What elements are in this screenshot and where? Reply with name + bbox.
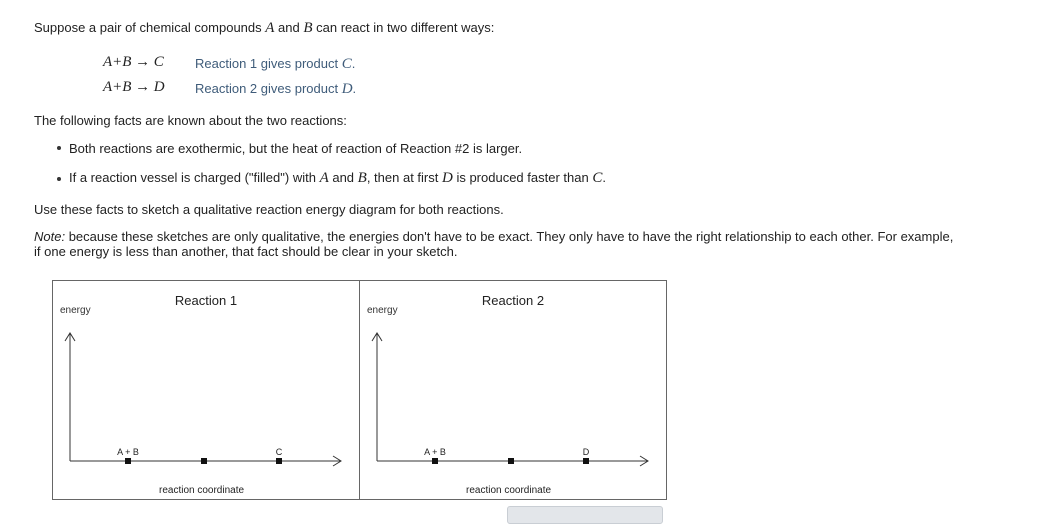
fact-2-compound-b: B <box>357 170 367 186</box>
energy-axis-label: energy <box>367 305 398 316</box>
bullet-2 <box>57 177 61 181</box>
reaction-1-product: C <box>153 54 164 70</box>
reaction-1-reactants: A+B <box>103 54 132 70</box>
note-label: Note: <box>34 229 66 244</box>
energy-axis <box>65 333 75 461</box>
reaction-1-diagram-svg[interactable] <box>53 281 359 499</box>
fact-2-part-a: If a reaction vessel is charged ("filled") with <box>69 170 320 185</box>
intro-text <box>34 20 494 37</box>
reaction-2-desc-product: D <box>341 81 353 97</box>
reaction-2-description <box>195 81 356 98</box>
start-label: A + B <box>117 447 139 457</box>
reaction-2-reactants: A+B <box>103 79 132 95</box>
start-marker[interactable] <box>432 458 438 464</box>
intro-post: can react in two different ways: <box>312 20 495 35</box>
reaction-2-desc-text: Reaction 2 gives product <box>195 81 342 96</box>
end-label: C <box>275 447 283 457</box>
reaction-2-arrow: → <box>135 79 151 95</box>
reaction-1-equation <box>103 54 164 71</box>
reaction-1-desc-text: Reaction 1 gives product <box>195 56 342 71</box>
reaction-2-panel-title: Reaction 2 <box>481 293 545 308</box>
reaction-2-diagram-svg[interactable] <box>360 281 666 499</box>
note-line-1: because these sketches are only qualitative, the energies don't have to be exact. They only have to have the right relationship to each other. For example, <box>65 229 954 244</box>
fact-2-product-d: D <box>441 170 453 186</box>
transition-marker[interactable] <box>201 458 207 464</box>
reaction-1-description <box>195 56 355 73</box>
end-marker[interactable] <box>276 458 282 464</box>
fact-2-period: . <box>602 170 606 185</box>
note-text <box>34 229 953 244</box>
reaction-1-desc-period: . <box>351 56 356 71</box>
reaction-2-desc-period: . <box>352 81 357 96</box>
fact-2-part-c: , then at first <box>366 170 442 185</box>
fact-2-part-b: and <box>328 170 358 185</box>
reaction-2-product: D <box>153 79 165 95</box>
facts-intro: The following facts are known about the two reactions: <box>34 113 347 128</box>
reaction-1-panel[interactable] <box>53 281 359 499</box>
instruction-text: Use these facts to sketch a qualitative reaction energy diagram for both reactions. <box>34 202 504 217</box>
reaction-1-panel-title: Reaction 1 <box>174 293 238 308</box>
energy-diagram-panels <box>52 280 667 500</box>
fact-2-product-c: C <box>592 170 603 186</box>
reaction-coordinate-label: reaction coordinate <box>159 485 245 496</box>
fact-2-part-d: is produced faster than <box>452 170 593 185</box>
check-button[interactable] <box>507 506 663 524</box>
energy-axis <box>372 333 382 461</box>
compound-a: A <box>265 20 275 36</box>
energy-axis-label: energy <box>60 305 91 316</box>
reaction-1-arrow: → <box>135 54 151 70</box>
intro-mid: and <box>274 20 304 35</box>
reaction-2-equation <box>103 79 165 96</box>
compound-b: B <box>303 20 313 36</box>
note-text-line-2: if one energy is less than another, that fact should be clear in your sketch. <box>34 244 458 259</box>
end-marker[interactable] <box>583 458 589 464</box>
fact-2 <box>69 170 606 187</box>
reaction-coordinate-label: reaction coordinate <box>466 485 552 496</box>
fact-1: Both reactions are exothermic, but the heat of reaction of Reaction #2 is larger. <box>69 141 523 156</box>
reaction-1-desc-product: C <box>341 56 352 72</box>
fact-2-compound-a: A <box>319 170 329 186</box>
bullet-1 <box>57 146 61 150</box>
start-marker[interactable] <box>125 458 131 464</box>
reaction-2-panel[interactable] <box>360 281 666 499</box>
end-label: D <box>582 447 590 457</box>
intro-pre: Suppose a pair of chemical compounds <box>34 20 266 35</box>
start-label: A + B <box>424 447 446 457</box>
transition-marker[interactable] <box>508 458 514 464</box>
